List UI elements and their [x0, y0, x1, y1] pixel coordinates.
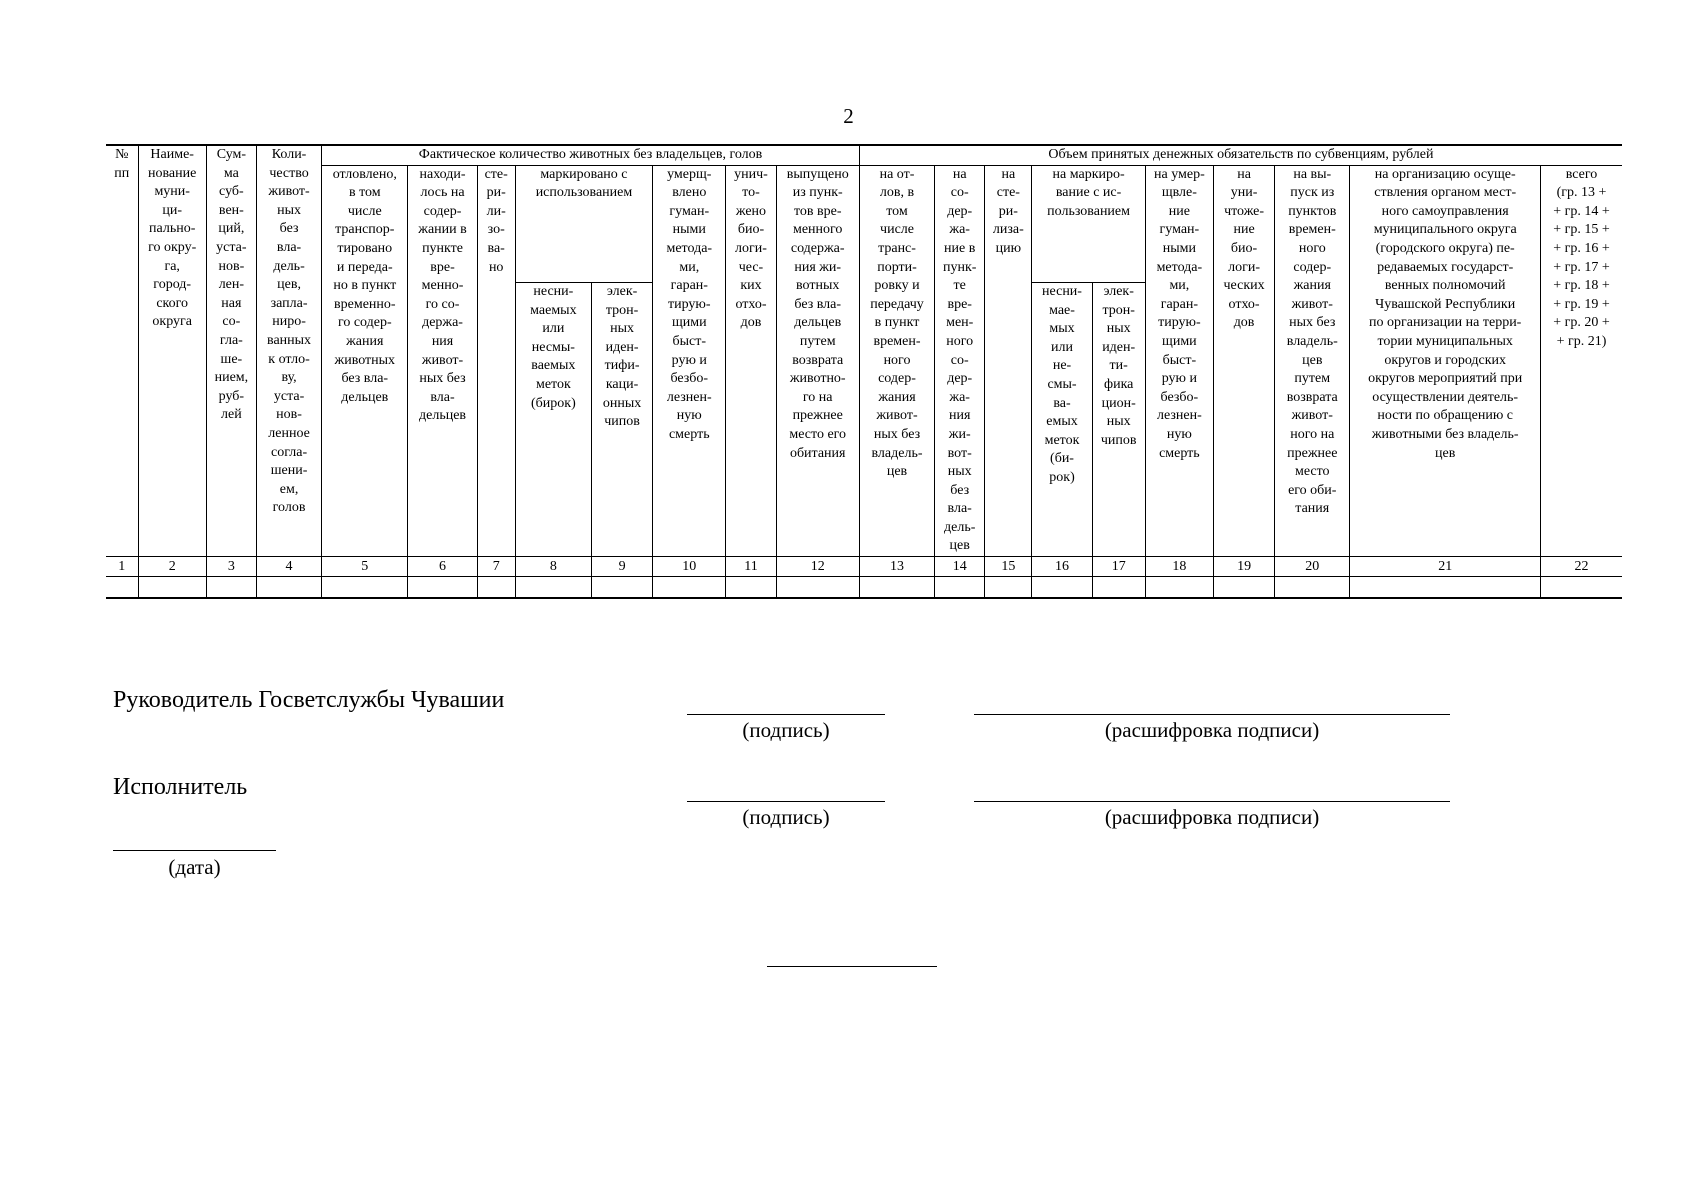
column-number: 21	[1350, 557, 1541, 577]
header-money-bio-waste: на уни- чтоже- ние био- логи- ческих отхо- дов	[1213, 165, 1274, 556]
header-caught: отловлено, в том числе транспор- тировано и переда- но в пункт временно- го содер- жания животных без вла- дельцев	[322, 165, 408, 556]
header-money-organization: на организацию осуще- ствления органом мест- ного самоуправления муниципального округа (городского округа) пе- редаваемых государст- венных полномочий Чувашской Республики по организации на терри- тории муниципальных округов и городских округов мероприятий при осуществлении деятель- ности по обращению с животными без владель- цев	[1350, 165, 1541, 556]
header-money-tags: несни- мае- мых или не- смы- ва- емых меток (би- рок)	[1032, 283, 1092, 557]
empty-cell	[935, 577, 985, 599]
executor-decoding-line	[974, 801, 1450, 802]
header-money-euthanize: на умер- щвле- ние гуман- ными метода- ми, гаран- тирую- щими быст- рую и безбо- лезнен- ную смерть	[1145, 165, 1213, 556]
empty-cell	[322, 577, 408, 599]
header-money-release: на вы- пуск из пунктов времен- ного содер- жания живот- ных без владель- цев путем возврата живот- ного на прежнее место его оби- тания	[1275, 165, 1350, 556]
header-bio-waste: унич- то- жено био- логи- чес- ких отхо- дов	[726, 165, 776, 556]
empty-cell	[1350, 577, 1541, 599]
head-title: Руководитель Госветслужбы Чувашии	[113, 687, 505, 713]
report-table	[106, 144, 1622, 599]
empty-cell	[859, 577, 934, 599]
empty-cell	[776, 577, 859, 599]
column-number: 3	[206, 557, 256, 577]
column-number: 7	[477, 557, 515, 577]
head-signature-line	[687, 714, 885, 715]
executor-signature-line	[687, 801, 885, 802]
header-group-money: Объем принятых денежных обязательств по субвенциям, рублей	[859, 145, 1622, 165]
column-number: 20	[1275, 557, 1350, 577]
header-sterilized: сте- ри- ли- зо- ва- но	[477, 165, 515, 556]
header-kept: находи- лось на содер- жании в пункте вре- менно- го со- держа- ния живот- ных без вла- дельцев	[408, 165, 477, 556]
page-number: 2	[843, 104, 854, 128]
header-money-keep: на со- дер- жа- ние в пунк- те вре- мен- ного со- дер- жа- ния жи- вот- ных без вла- дель- цев	[935, 165, 985, 556]
header-no: № пп	[106, 145, 138, 557]
executor-decoding-caption: (расшифровка подписи)	[1104, 805, 1320, 829]
column-number: 6	[408, 557, 477, 577]
header-marked-group: маркировано с использованием	[515, 165, 652, 282]
header-money-marking-group: на маркиро- вание с ис- пользованием	[1032, 165, 1145, 282]
head-decoding-caption: (расшифровка подписи)	[1104, 718, 1320, 742]
empty-data-row	[106, 577, 1622, 599]
empty-cell	[726, 577, 776, 599]
empty-cell	[591, 577, 652, 599]
column-number: 15	[985, 557, 1032, 577]
closing-rule	[767, 966, 937, 967]
column-number: 19	[1213, 557, 1274, 577]
empty-cell	[1032, 577, 1092, 599]
empty-cell	[1213, 577, 1274, 599]
empty-cell	[256, 577, 321, 599]
header-municipality: Наиме- нование муни- ци- пально- го окру- га, город- ского округа	[138, 145, 206, 557]
empty-cell	[1275, 577, 1350, 599]
empty-cell	[106, 577, 138, 599]
empty-cell	[515, 577, 591, 599]
column-number: 22	[1540, 557, 1622, 577]
column-number: 5	[322, 557, 408, 577]
date-line	[113, 850, 276, 851]
header-marked-tags: несни- маемых или несмы- ваемых меток (бирок)	[515, 283, 591, 557]
column-number: 9	[591, 557, 652, 577]
head-signature-caption: (подпись)	[742, 718, 830, 742]
header-money-catch: на от- лов, в том числе транс- порти- ровку и передачу в пункт времен- ного содер- жания живот- ных без владель- цев	[859, 165, 934, 556]
empty-cell	[1145, 577, 1213, 599]
column-number-row	[106, 557, 1622, 577]
header-planned-count: Коли- чество живот- ных без вла- дель- цев, запла- ниро- ванных к отло- ву, уста- нов- ленное согла- шени- ем, голов	[256, 145, 321, 557]
empty-cell	[138, 577, 206, 599]
column-number: 4	[256, 557, 321, 577]
header-released: выпущено из пунк- тов вре- менного содержа- ния жи- вотных без вла- дельцев путем возврата животно- го на прежнее место его обитания	[776, 165, 859, 556]
header-money-chips: элек- трон- ных иден- ти- фика цион- ных чипов	[1092, 283, 1145, 557]
column-number: 8	[515, 557, 591, 577]
header-subvention-sum: Сум- ма суб- вен- ций, уста- нов- лен- ная со- гла- ше- нием, руб- лей	[206, 145, 256, 557]
empty-cell	[477, 577, 515, 599]
date-caption: (дата)	[168, 855, 221, 879]
column-number: 16	[1032, 557, 1092, 577]
column-number: 11	[726, 557, 776, 577]
header-group-actual: Фактическое количество животных без владельцев, голов	[322, 145, 860, 165]
empty-cell	[1092, 577, 1145, 599]
header-marked-chips: элек- трон- ных иден- тифи- каци- онных чипов	[591, 283, 652, 557]
empty-cell	[985, 577, 1032, 599]
executor-title: Исполнитель	[113, 774, 248, 800]
column-number: 14	[935, 557, 985, 577]
empty-cell	[408, 577, 477, 599]
column-number: 10	[653, 557, 726, 577]
column-number: 18	[1145, 557, 1213, 577]
header-money-sterilize: на сте- ри- лиза- цию	[985, 165, 1032, 556]
empty-cell	[206, 577, 256, 599]
column-number: 1	[106, 557, 138, 577]
column-number: 2	[138, 557, 206, 577]
header-euthanized: умерщ- влено гуман- ными метода- ми, гаран- тирую- щими быст- рую и безбо- лезнен- ную смерть	[653, 165, 726, 556]
column-number: 13	[859, 557, 934, 577]
column-number: 12	[776, 557, 859, 577]
empty-cell	[653, 577, 726, 599]
column-number: 17	[1092, 557, 1145, 577]
empty-cell	[1540, 577, 1622, 599]
header-money-total: всего (гр. 13 + + гр. 14 + + гр. 15 + + гр. 16 + + гр. 17 + + гр. 18 + + гр. 19 + + гр. 20 + + гр. 21)	[1540, 165, 1622, 556]
head-decoding-line	[974, 714, 1450, 715]
executor-signature-caption: (подпись)	[742, 805, 830, 829]
